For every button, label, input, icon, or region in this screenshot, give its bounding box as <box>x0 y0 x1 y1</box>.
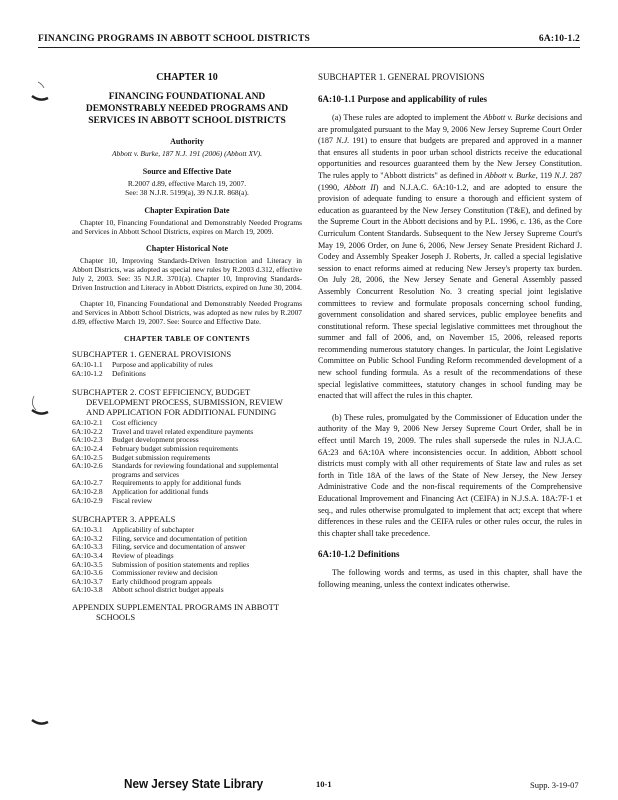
subchapter-heading: SUBCHAPTER 1. GENERAL PROVISIONS <box>318 72 485 82</box>
toc-item[interactable]: 6A:10-3.4 Review of pleadings <box>72 550 174 560</box>
source-heading: Source and Effective Date <box>142 167 232 176</box>
toc-item[interactable]: 6A:10-2.4 February budget submission requirements <box>72 443 239 453</box>
toc-item[interactable]: 6A:10-2.8 Application for additional funds <box>72 486 209 496</box>
header-section: 6A:10-1.2 <box>538 34 580 44</box>
supplement-date: Supp. 3-19-07 <box>530 780 579 790</box>
toc-item[interactable]: 6A:10-3.6 Commissioner review and decision <box>72 568 218 578</box>
toc-item[interactable]: 6A:10-3.8 Abbott school district budget appeals <box>72 585 224 595</box>
hole-punch-mark-icon <box>30 80 50 102</box>
section-heading-1-2: 6A:10-1.2 Definitions <box>318 549 400 560</box>
source-text: R.2007 d.89, effective March 19, 2007. See: 38 N.J.R. 5199(a), 39 N.J.R. 868(a). <box>125 179 249 197</box>
toc-item[interactable]: 6A:10-3.1 Applicability of subchapter <box>72 525 195 535</box>
right-column <box>318 72 582 601</box>
hole-punch-mark-icon <box>30 712 50 728</box>
toc-item[interactable]: 6A:10-2.9 Fiscal review <box>72 495 153 505</box>
toc-item[interactable]: 6A:10-3.3 Filing, service and documentation of answer <box>72 542 246 552</box>
header-rule <box>38 47 580 48</box>
history-heading: Chapter Historical Note <box>145 244 229 253</box>
paragraph-b: (b) These rules, promulgated by the Commissioner of Education under the authority of the May 9, 2006 New Jersey Supreme Court Order, shall be in effect until March 19, 2009. The rules shall supersede the rules in N.J.A.C. 6A:23 and 6A:10A where inconsistencies occur. In addition, Abbott school districts must comply with all other requirements of State law and rules as set forth in Title 18A of the laws of the State of New Jersey, the New Jersey Administrative Code and the non-fiscal requirements of the Comprehensive Educational Improvement and Financing Act (CEIFA) in N.J.S.A. 18A:7F-1 et seq., and rules otherwise promulgated to implement that act; except that where differences in these rules and the CEIFA rules or other rules occur, the rules in this chapter shall take precedence. <box>318 412 582 538</box>
expiration-text: Chapter 10, Financing Foundational and Demonstrably Needed Programs and Services in Abbott School Districts, expires on March 19, 2009. <box>72 218 302 236</box>
toc-heading: CHAPTER TABLE OF CONTENTS <box>124 334 250 343</box>
toc-item[interactable]: 6A:10-3.7 Early childhood program appeals <box>72 576 212 586</box>
left-column <box>72 72 302 622</box>
history-paragraph-1: Chapter 10, Improving Standards-Driven Instruction and Literacy in Abbott Districts, was adopted as special new rules by R.2003 d.312, effective July 2, 2003. See: 35 N.J.R. 3701(a). Chapter 10, Improving Standards-Driven Instruction and Literacy in Abbott Districts, expired on June 30, 2004. <box>72 256 302 292</box>
hole-punch-mark-icon <box>30 392 50 416</box>
toc-item[interactable]: 6A:10-2.5 Budget submission requirements <box>72 452 211 462</box>
chapter-title: FINANCING FOUNDATIONAL AND DEMONSTRABLY NEEDED PROGRAMS AND SERVICES IN ABBOTT SCHOOL DISTRICTS <box>85 92 289 126</box>
toc-item[interactable]: 6A:10-2.7 Requirements to apply for additional funds <box>72 478 241 488</box>
chapter-number: CHAPTER 10 <box>156 72 218 83</box>
authority-text: Abbott v. Burke, 187 N.J. 191 (2006) (Abbott XV). <box>111 149 263 158</box>
library-stamp: New Jersey State Library <box>124 776 264 791</box>
table-of-contents <box>72 349 302 622</box>
paragraph-definitions-intro: The following words and terms, as used in this chapter, shall have the following meaning, unless the context indicates otherwise. <box>318 568 582 589</box>
paragraph-a: (a) These rules are adopted to implement the Abbott v. Burke decisions and are promulgated pursuant to the May 9, 2006 New Jersey Supreme Court Order (187 N.J. 191) to ensure that budgets are prepared and approved in a manner that ensures all students in poor urban school districts receive the educational opportunities and resources guaranteed them by the New Jersey Constitution. The rules apply to "Abbott districts" as defined in Abbott v. Burke, 119 N.J. 287 (1990, Abbott II) and N.J.A.C. 6A:10-1.2, and are adopted to ensure the provision of adequate funding to ensure a thorough and efficient system of education as guaranteed by the New Jersey Constitution (T&E), and defined by the Supreme Court in the Abbott decisions and by P.L. 1996, c. 136, as the Core Curriculum Content Standards. Subsequent to the New Jersey Supreme Court's May 19, 2006 Order, on June 6, 2006, New Jersey Senate President Richard J. Codey and Assembly Speaker Joseph J. Roberts, Jr. called a special legislative session to enact reforms aimed at reducing New Jersey's property tax burden. On July 28, 2006, the New Jersey Senate and General Assembly passed Assembly Concurrent Resolution No. 3 creating special joint legislative committees to review and formulate proposals concerning school funding, government consolidation and shared services, public employee benefits and constitutional reform. These special legislative committees met throughout the summer and fall of 2006, and, on November 15, 2006, released reports recommending numerous statutory changes. In particular, the Joint Legislative Committee on Public School Funding Reform recommended development of a new school funding formula. As a result of the recommendations of these special legislative committees, statutory changes in school funding may be enacted that will affect the rules in this chapter. <box>318 113 582 401</box>
toc-item[interactable]: 6A:10-2.6 Standards for reviewing foundational and supplemental programs and services <box>72 461 279 479</box>
expiration-heading: Chapter Expiration Date <box>144 206 230 215</box>
history-paragraph-2: Chapter 10, Financing Foundational and Demonstrably Needed Programs and Services in Abbott School Districts, was adopted as new rules by R.2007 d.89, effective March 19, 2007. See: Source and Effective Date. <box>72 299 302 326</box>
toc-item[interactable]: 6A:10-1.1 Purpose and applicability of rules <box>72 360 213 369</box>
section-heading-1-1: 6A:10-1.1 Purpose and applicability of rules <box>318 94 488 104</box>
toc-item[interactable]: 6A:10-2.1 Cost efficiency <box>72 418 158 428</box>
page-number: 10-1 <box>316 779 332 789</box>
toc-item[interactable]: 6A:10-3.5 Submission of position statements and replies <box>72 559 250 569</box>
toc-item[interactable]: 6A:10-1.2 Definitions <box>72 368 146 378</box>
toc-subchapter-3: SUBCHAPTER 3. APPEALS <box>72 514 176 525</box>
toc-subchapter-2: SUBCHAPTER 2. COST EFFICIENCY, BUDGET DEVELOPMENT PROCESS, SUBMISSION, REVIEW AND APPLICATION FOR ADDITIONAL FUNDING <box>72 387 283 418</box>
authority-heading: Authority <box>170 137 204 146</box>
toc-item[interactable]: 6A:10-3.2 Filing, service and documentation of petition <box>72 533 247 543</box>
toc-item[interactable]: 6A:10-2.2 Travel and travel related expenditure payments <box>72 426 254 436</box>
running-header <box>38 34 580 44</box>
toc-appendix[interactable]: APPENDIX SUPPLEMENTAL PROGRAMS IN ABBOTT SCHOOLS <box>72 601 280 622</box>
header-title: FINANCING PROGRAMS IN ABBOTT SCHOOL DISTRICTS <box>38 34 310 44</box>
toc-subchapter-1: SUBCHAPTER 1. GENERAL PROVISIONS <box>72 349 232 359</box>
toc-item[interactable]: 6A:10-2.3 Budget development process <box>72 435 199 445</box>
